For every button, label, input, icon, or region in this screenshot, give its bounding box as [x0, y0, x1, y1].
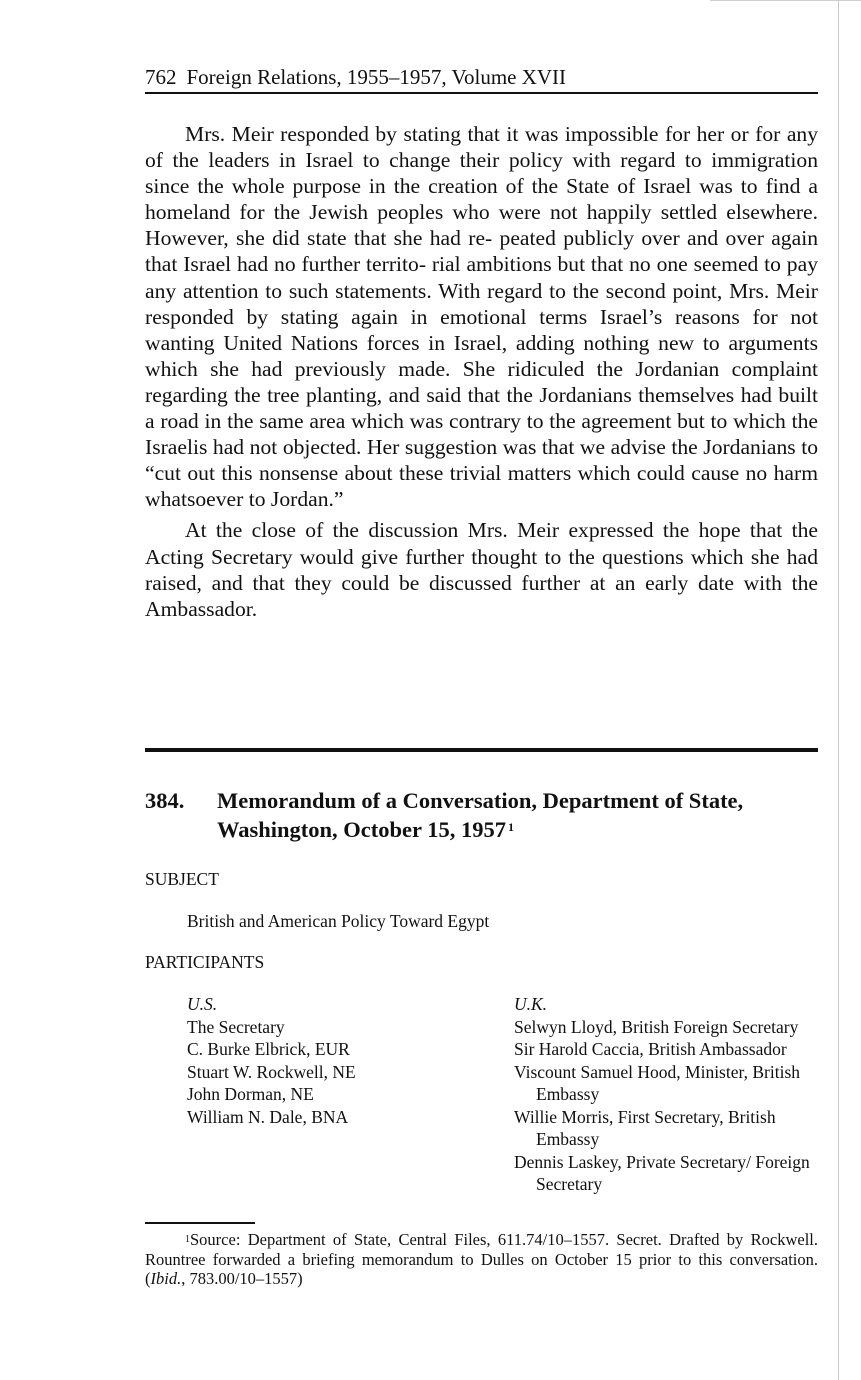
- subject-text: British and American Policy Toward Egypt: [187, 911, 490, 931]
- footnote-rule: [145, 1222, 255, 1224]
- participants-uk-column: [514, 993, 824, 1196]
- us-participant: John Dorman, NE: [187, 1084, 314, 1104]
- footnote-text: Source: Department of State, Central Files, 611.74/10–1557. Secret. Drafted by Rockwell. Rountree forwarded a briefing memorandum to Dulles on October 15 prior to this conversation. (: [145, 1230, 818, 1288]
- footnote: [145, 1230, 818, 1289]
- document-title-line-1: Memorandum of a Conversation, Department of State,: [217, 788, 744, 813]
- page-number: 762: [145, 65, 177, 89]
- body-paragraph-1: Mrs. Meir responded by stating that it was impossible for her or for any of the leaders in Israel to change their policy with regard to immigration since the whole purpose in the creation of the State of Israel was to find a homeland for the Jewish peoples who were not happily settled elsewhere. However, she did state that she had re- peated publicly over and over again that Israel had no further territo- rial ambitions but that no one seemed to pay any attention to such statements. With regard to the second point, Mrs. Meir responded by stating again in emotional terms Israel’s reasons for not wanting United Nations forces in Israel, adding nothing new to arguments which she had previously made. She ridiculed the Jordanian complaint regarding the tree planting, and said that the Jordanians themselves had built a road in the same area which was contrary to the agreement but to which the Israelis had not objected. Her suggestion was that we advise the Jordanians to “cut out this nonsense about these trivial matters which could cause no harm whatsoever to Jordan.”: [145, 122, 818, 512]
- us-participant: Stuart W. Rockwell, NE: [187, 1061, 356, 1082]
- section-divider: [145, 748, 818, 752]
- participants-us-column: [187, 993, 487, 1128]
- uk-participant: Selwyn Lloyd, British Foreign Secretary: [514, 1016, 799, 1037]
- document-title-line-2: Washington, October 15, 1957: [217, 817, 506, 842]
- running-header: [145, 62, 818, 94]
- volume-title: Foreign Relations, 1955–1957, Volume XVII: [186, 65, 567, 89]
- document-number: 384.: [145, 788, 185, 813]
- participants-label: PARTICIPANTS: [145, 952, 265, 972]
- uk-participant: Willie Morris, First Secretary, British Embassy: [514, 1106, 776, 1149]
- us-heading: U.S.: [187, 994, 218, 1014]
- uk-participant: Sir Harold Caccia, British Ambassador: [514, 1039, 787, 1059]
- page-right-edge: [838, 0, 839, 1380]
- footnote-ibid: Ibid.: [150, 1269, 182, 1288]
- footnote-text-end: , 783.00/10–1557): [181, 1269, 303, 1288]
- document-title: [217, 786, 818, 844]
- us-participant: C. Burke Elbrick, EUR: [187, 1039, 350, 1059]
- header-rule: [145, 92, 818, 94]
- us-participant: William N. Dale, BNA: [187, 1106, 349, 1127]
- uk-heading: U.K.: [514, 994, 548, 1014]
- body-paragraph-2: At the close of the discussion Mrs. Meir expressed the hope that the Acting Secretary would give further thought to the questions which she had raised, and that they could be discussed further at an early date with the Ambassador.: [145, 518, 818, 621]
- subject-label: SUBJECT: [145, 869, 219, 889]
- footnote-marker[interactable]: 1: [507, 820, 514, 834]
- uk-participant: Viscount Samuel Hood, Minister, British Embassy: [514, 1061, 801, 1104]
- us-participant: The Secretary: [187, 1016, 285, 1037]
- uk-participant: Dennis Laskey, Private Secretary/ Foreign Secretary: [514, 1151, 810, 1194]
- footnote-number: 1: [185, 1234, 190, 1245]
- body-text: [145, 121, 818, 622]
